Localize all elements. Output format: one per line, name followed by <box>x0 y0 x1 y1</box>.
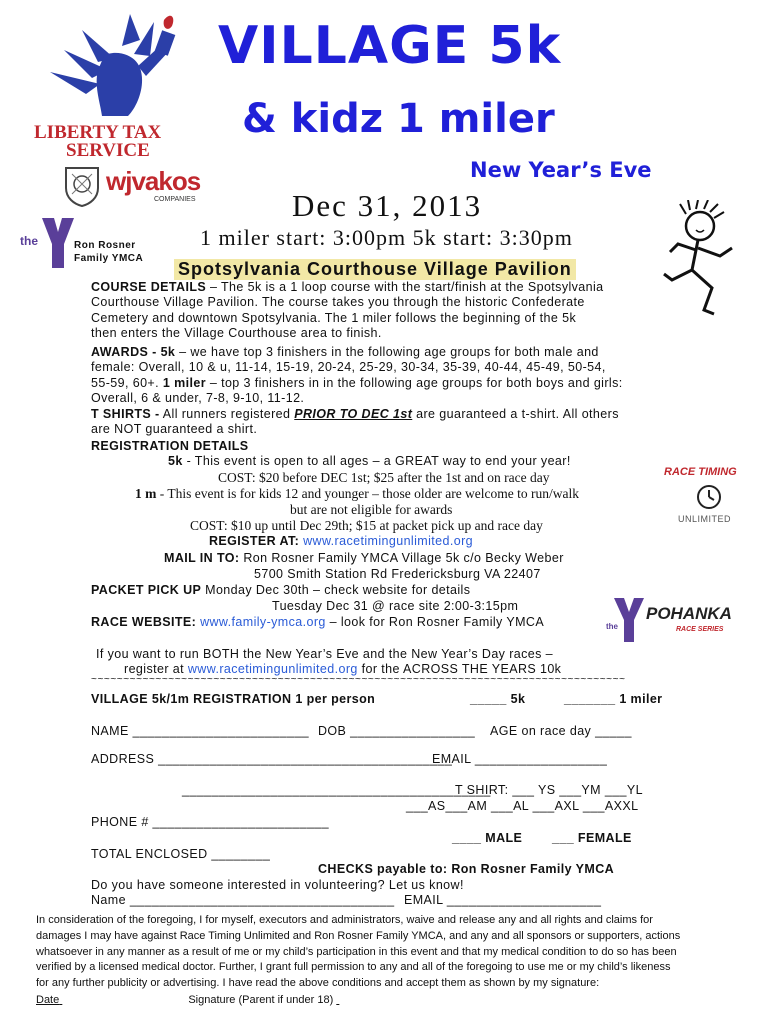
option-1miler[interactable]: _______ 1 miler <box>564 692 663 706</box>
course-line-2: Courthouse Village Pavilion. The course takes you through the historic Confederate <box>91 295 585 310</box>
volunteer-email-field[interactable]: EMAIL _____________________ <box>404 893 602 907</box>
option-5k[interactable]: _____ 5k <box>470 692 526 706</box>
date-line[interactable] <box>59 993 185 1009</box>
awards-line-3c: – top 3 finishers in in the following age groups for both boys and girls: <box>205 375 623 390</box>
tilde-separator: ~~~~~~~~~~~~~~~~~~~~~~~~~~~~~~~~~~~~~~~~~~~~~~~~~~~~~~~~~~~~~~~~~~~~~~~~~~~~~~~~~~~ <box>91 674 626 685</box>
course-label: COURSE DETAILS <box>91 280 207 294</box>
crest-icon <box>62 164 102 208</box>
ymca-the: the <box>20 234 38 248</box>
waiver-line-5: for any further publicity or advertising. I have read the above conditions and accept them as shown by my signature: <box>36 977 600 990</box>
tshirt-size-adult[interactable]: ___AS___AM ___AL ___AXL ___AXXL <box>406 799 639 813</box>
address-line-2[interactable]: __________________________________________ <box>182 783 491 797</box>
onem-label: 1 m <box>135 486 157 501</box>
subtitle: & kidz 1 miler <box>242 96 555 142</box>
website-link[interactable]: www.family-ymca.org <box>200 615 326 629</box>
date-label: Date <box>36 994 60 1006</box>
ymca-name-2: Family YMCA <box>74 253 144 264</box>
waiver-line-4: verified by a licensed medical doctor. Further, I grant full permission to any and all of the foregoing to use me or my child’s likeness <box>36 961 671 974</box>
liberty-tax-logo <box>30 10 200 160</box>
awards-1miler-label: 1 miler <box>162 375 206 390</box>
volunteer-name-field[interactable]: Name ____________________________________ <box>91 893 395 907</box>
register-label: REGISTER AT: <box>209 534 300 548</box>
male-option[interactable]: ____ MALE <box>452 831 523 845</box>
packet-line-1: Monday Dec 30th – check website for details <box>205 583 471 597</box>
waiver-line-1: In consideration of the foregoing, I for myself, executors and administrators, waive and release any and all rights and claims for <box>36 914 653 926</box>
phone-field[interactable]: PHONE # ________________________ <box>91 815 329 829</box>
course-line-1: – The 5k is a 1 loop course with the start/finish at the Spotsylvania <box>206 280 604 294</box>
across-line-2a: register at <box>124 662 188 676</box>
awards-line-4: Overall, 6 & under, 7-8, 9-10, 11-12. <box>91 391 305 406</box>
tshirt-line-1a: All runners registered <box>159 407 295 421</box>
event-date: Dec 31, 2013 <box>292 188 483 223</box>
ymca-logo <box>20 218 160 270</box>
email-field[interactable]: EMAIL __________________ <box>432 752 608 766</box>
mail-line-2: 5700 Smith Station Rd Fredericksburg VA 22407 <box>254 567 541 581</box>
cost-5k: COST: $20 before DEC 1st; $25 after the 1st and on race day <box>218 470 550 485</box>
pohanka-logo <box>606 598 746 644</box>
wjvakos-name: wjvakos <box>106 166 201 196</box>
tagline: New Year’s Eve <box>470 158 652 182</box>
across-line-1: If you want to run BOTH the New Year’s Eve and the New Year’s Day races – <box>96 647 553 661</box>
register-link[interactable]: www.racetimingunlimited.org <box>303 534 473 548</box>
fivek-text: - This event is open to all ages – a GREAT way to end your year! <box>182 454 571 468</box>
liberty-line-2: SERVICE <box>66 140 150 161</box>
website-label: RACE WEBSITE: <box>91 615 197 629</box>
address-field[interactable]: ADDRESS ________________________________________ <box>91 752 453 766</box>
venue-banner: Spotsylvania Courthouse Village Pavilion <box>174 259 576 280</box>
signature-label: Signature (Parent if under 18) <box>188 994 334 1006</box>
clock-runner-icon <box>694 482 724 512</box>
mail-label: MAIL IN TO: <box>164 551 240 565</box>
signature-line[interactable] <box>336 993 686 1009</box>
pohanka-y-icon <box>614 598 644 642</box>
dob-field[interactable]: DOB _________________ <box>318 724 476 738</box>
female-option[interactable]: ___ FEMALE <box>552 831 632 845</box>
packet-label: PACKET PICK UP <box>91 583 202 597</box>
statue-of-liberty-icon <box>42 10 192 122</box>
course-line-4: then enters the Village Courthouse area to finish. <box>91 326 382 341</box>
tshirt-line-1c: are guaranteed a t-shirt. All others <box>412 407 619 421</box>
pohanka-sub: RACE SERIES <box>676 626 724 633</box>
checks-payable: CHECKS payable to: Ron Rosner Family YMCA <box>318 862 615 876</box>
waiver-line-3: whatsoever in any manner as a result of me or my child’s participation in this event and that my medical condition to do so has been <box>36 945 677 958</box>
course-line-3: Cemetery and downtown Spotsylvania. The 1 miler follows the beginning of the 5k <box>91 310 577 325</box>
pohanka-the: the <box>606 622 618 631</box>
form-heading: VILLAGE 5k/1m REGISTRATION 1 per person <box>91 692 376 706</box>
name-field[interactable]: NAME ________________________ <box>91 724 310 738</box>
volunteer-prompt: Do you have someone interested in volunteering? Let us know! <box>91 878 464 892</box>
tshirt-details <box>91 407 691 441</box>
mail-line-1: Ron Rosner Family YMCA Village 5k c/o Becky Weber <box>243 551 564 565</box>
cost-1m: COST: $10 up until Dec 29th; $15 at packet pick up and race day <box>190 518 543 533</box>
signature-row <box>36 993 686 1009</box>
fivek-label: 5k <box>168 454 183 468</box>
awards-line-3a: 55-59, 60+. <box>91 375 163 390</box>
wjvakos-logo <box>62 164 212 212</box>
awards-details <box>91 345 691 411</box>
liberty-line-1: LIBERTY TAX <box>34 122 162 143</box>
wjvakos-sub: COMPANIES <box>154 196 196 203</box>
race-timing-sub: UNLIMITED <box>678 514 732 524</box>
awards-label: AWARDS - 5k <box>91 345 176 359</box>
page-title: VILLAGE 5k <box>218 16 562 76</box>
across-line-2c: for the ACROSS THE YEARS 10k <box>357 662 562 676</box>
ymca-y-icon <box>42 218 74 268</box>
website-tail: – look for Ron Rosner Family YMCA <box>325 615 545 629</box>
age-field[interactable]: AGE on race day _____ <box>490 724 632 738</box>
onem-text-2: but are not eligible for awards <box>290 502 453 517</box>
tshirt-size-youth[interactable]: T SHIRT: ___ YS ___YM ___YL <box>455 783 643 797</box>
total-field[interactable]: TOTAL ENCLOSED ________ <box>91 847 271 861</box>
course-details <box>91 280 691 346</box>
race-timing-logo <box>664 462 764 532</box>
packet-line-2: Tuesday Dec 31 @ race site 2:00-3:15pm <box>272 599 519 613</box>
waiver-line-2: damages I may have against Race Timing Unlimited and Ron Rosner Family YMCA, and any and all sponsors or supporters, actions <box>36 929 681 942</box>
awards-line-1: – we have top 3 finishers in the following age groups for both male and <box>175 345 599 359</box>
ymca-name-1: Ron Rosner <box>74 240 136 251</box>
race-timing-title: RACE TIMING <box>664 466 737 478</box>
start-times: 1 miler start: 3:00pm 5k start: 3:30pm <box>200 225 573 250</box>
onem-text: - This event is for kids 12 and younger – those older are welcome to run/walk <box>156 486 580 501</box>
tshirt-label: T SHIRTS - <box>91 407 160 421</box>
across-link[interactable]: www.racetimingunlimited.org <box>187 662 358 676</box>
registration-heading: REGISTRATION DETAILS <box>91 439 249 453</box>
awards-line-2: female: Overall, 10 & u, 11-14, 15-19, 20-24, 25-29, 30-34, 35-39, 40-44, 45-49, 50-54, <box>91 360 606 375</box>
pohanka-name: POHANKA <box>646 604 732 623</box>
tshirt-deadline: PRIOR TO DEC 1st <box>294 407 413 421</box>
tshirt-line-2: are NOT guaranteed a shirt. <box>91 422 258 437</box>
